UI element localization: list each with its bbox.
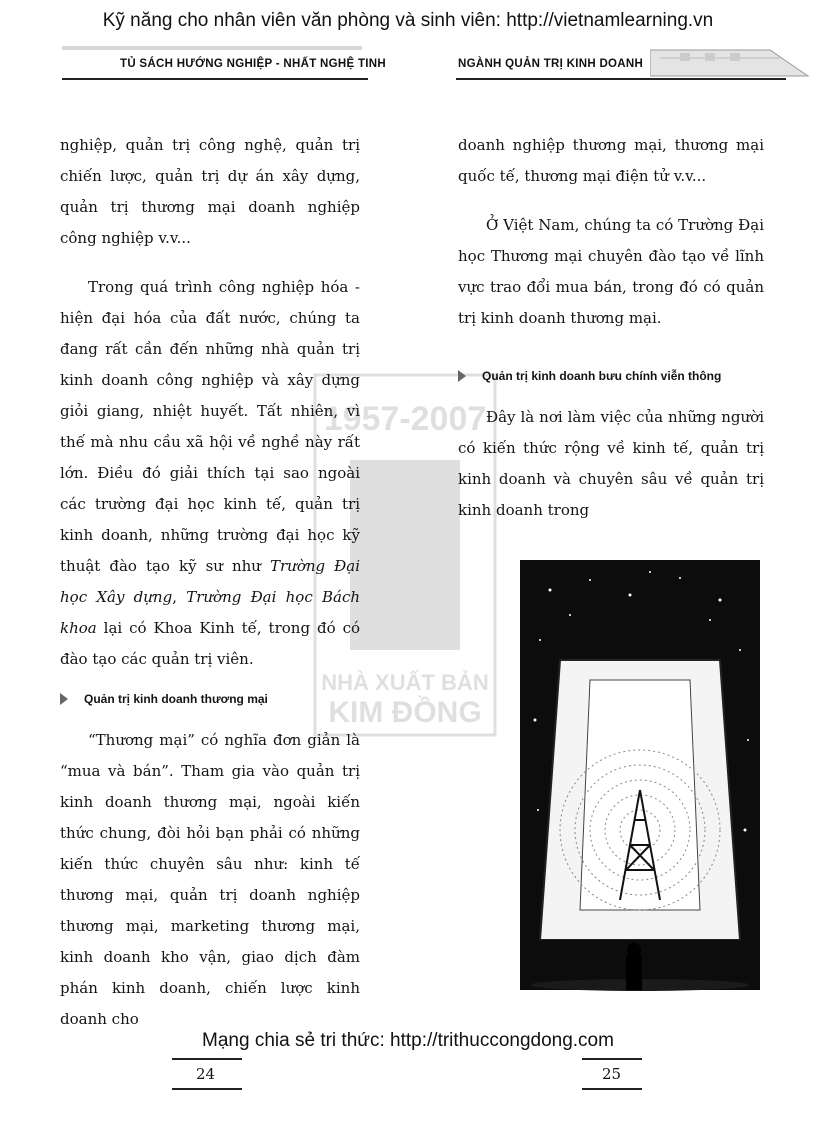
page-arrow-right-bottom [582, 1088, 642, 1090]
university-name-1: Trường Đại học Xây dựng [60, 557, 360, 606]
top-banner: Kỹ năng cho nhân viên văn phòng và sinh viên: http://vietnamlearning.vn [102, 10, 714, 31]
subheading-commerce: Quản trị kinh doanh thương mại [60, 687, 360, 711]
header-band [62, 46, 362, 50]
page-arrow-left-top [172, 1058, 242, 1060]
header-rule-left [62, 78, 368, 80]
header-right: NGÀNH QUẢN TRỊ KINH DOANH [458, 58, 644, 70]
right-paragraph-2: Ở Việt Nam, chúng ta có Trường Đại học Thương mại chuyên đào tạo về lĩnh vực trao đổi mua bán, trong đó có quản trị kinh doanh thương mại. [458, 216, 764, 327]
header-corner-decoration [650, 36, 810, 80]
page-number-right: 25 [602, 1065, 622, 1083]
right-paragraph-1: doanh nghiệp thương mại, thương mại quốc tế, thương mại điện tử v.v... [458, 136, 764, 185]
watermark-years: 1957-2007 [323, 400, 487, 438]
watermark-line2: KIM ĐỒNG [328, 696, 482, 729]
left-column [60, 130, 360, 1035]
right-column [458, 130, 764, 526]
page-arrow-right-top [582, 1058, 642, 1060]
left-paragraph-3: “Thương mại” có nghĩa đơn giản là “mua và bán”. Tham gia vào quản trị kinh doanh thương mại, ngoài kiến thức chung, đòi hỏi bạn phải có những kiến thức chuyên sâu như: kinh tế thương mại, quản trị doanh nghiệp thương mại, marketing thương mại, kinh doanh kho vận, giao dịch đàm phán kinh doanh, chiến lược kinh doanh cho [60, 731, 360, 1028]
right-paragraph-3: Đây là nơi làm việc của những người có kiến thức rộng về kinh tế, quản trị kinh doanh và chuyên sâu về quản trị kinh doanh trong [458, 408, 764, 519]
bottom-banner: Mạng chia sẻ tri thức: http://trithuccongdong.com [202, 1030, 614, 1051]
university-name-2: Trường Đại học Bách khoa [60, 588, 361, 637]
left-paragraph-1: nghiệp, quản trị công nghệ, quản trị chiến lược, quản trị dự án xây dựng, quản trị thương mại doanh nghiệp công nghiệp v.v... [60, 136, 360, 247]
radio-tower-illustration [520, 560, 760, 1010]
triangle-bullet-icon [60, 693, 68, 705]
left-paragraph-2: Trong quá trình công nghiệp hóa - hiện đại hóa của đất nước, chúng ta đang rất cần đến những nhà quản trị kinh doanh công nghiệp và xây dựng giỏi giang, nhiệt huyết. Tất nhiên, vì thế mà nhu cầu xã hội về nghề này rất lớn. Điều đó giải thích tại sao ngoài các trường đại học kinh tế, quản trị kinh doanh, những trường đại học kỹ thuật đào tạo kỹ sư như Trường Đại học Xây dựng, Trường Đại học Bách khoa lại có Khoa Kinh tế, trong đó có đào tạo các quản trị viên. [60, 278, 361, 668]
page-arrow-left-bottom [172, 1088, 242, 1090]
triangle-bullet-icon [458, 370, 466, 382]
watermark-line1: NHÀ XUẤT BẢN [321, 670, 489, 695]
header-left: TỦ SÁCH HƯỚNG NGHIỆP - NHẤT NGHỆ TINH [120, 58, 386, 70]
subheading-telecom: Quản trị kinh doanh bưu chính viễn thông [458, 364, 764, 388]
page-number-left: 24 [196, 1065, 216, 1083]
